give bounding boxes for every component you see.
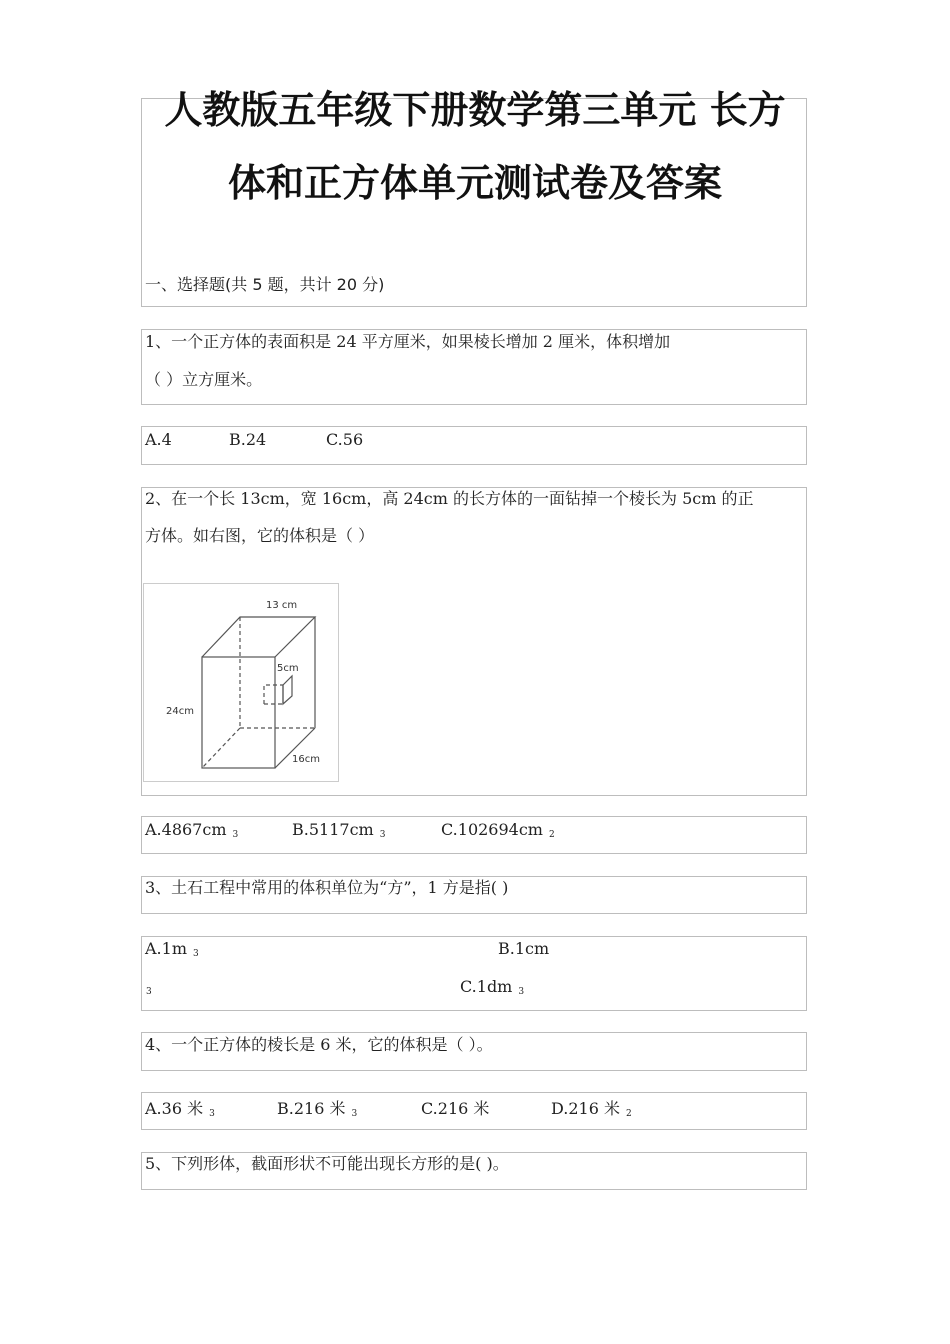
cuboid-figure [143,583,339,782]
q2-option-a: A.4867cm $_3$ [145,820,239,840]
hidden-diagonal-edge [202,728,240,768]
page-title-line1: 人教版五年级下册数学第三单元 长方 [164,88,786,132]
q1-option-b: B.24 [229,430,267,449]
label-top: 13 cm [266,600,298,611]
page-title-line2: 体和正方体单元测试卷及答案 [227,161,722,205]
q2-option-b: B.5117cm $_3$ [292,820,386,840]
q1-option-c: C.56 [326,430,364,449]
q1-option-a: A.4 [145,430,172,449]
q2-option-c: C.102694cm $_2$ [441,820,555,840]
removed-cube-outline [264,685,283,704]
section-heading: 一、选择题(共 5 题，共计 20 分) [145,275,385,294]
question-4-line1: 4、一个正方体的棱长是 6 米，它的体积是（ ）。 [145,1035,493,1054]
q3-option-b: B.1cm [498,939,550,958]
question-2-line2: 方体。如右图，它的体积是（ ） [145,526,375,545]
question-1-line1: 1、一个正方体的表面积是 24 平方厘米，如果棱长增加 2 厘米，体积增加 [145,332,671,351]
q4-option-d: D.216 米 $_2$ [551,1099,632,1119]
question-5-line1: 5、下列形体，截面形状不可能出现长方形的是( )。 [145,1154,509,1173]
q3-option-a: A.1m $_3$ [145,939,199,959]
cuboid-front-face [202,657,275,768]
label-width: 16cm [292,754,320,765]
question-2-line1: 2、在一个长 13cm，宽 16cm，高 24cm 的长方体的一面钻掉一个棱长为 5cm 的正 [145,489,754,508]
q4-option-c: C.216 米 [421,1099,490,1118]
question-3-options-box [141,936,807,1011]
cuboid-top-face [202,617,315,657]
q3-option-b-unit-exponent: 3 [146,987,152,997]
label-height: 24cm [166,706,194,717]
question-1-line2: （ ）立方厘米。 [145,370,263,389]
q3-option-c: C.1dm $_3$ [460,977,525,997]
question-3-line1: 3、土石工程中常用的体积单位为“方”，1 方是指( ) [145,878,509,897]
label-cube: 5cm [277,663,299,674]
removed-cube-face [283,676,292,704]
q4-option-b: B.216 米 $_3$ [277,1099,358,1119]
q4-option-a: A.36 米 $_3$ [145,1099,215,1119]
